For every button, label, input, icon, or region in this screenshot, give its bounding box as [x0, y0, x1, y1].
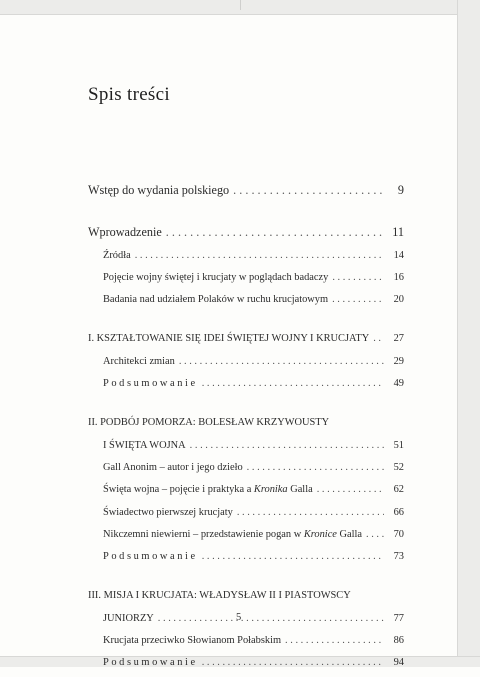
toc-entry-page: 14	[393, 249, 404, 261]
toc-entry-page: 66	[393, 506, 404, 518]
toc-entry-text: III. MISJA I KRUCJATA: WŁADYSŁAW II I PIASTOWSCY	[88, 590, 351, 602]
toc-entry-page: 49	[393, 378, 404, 390]
toc-entry-page: 52	[393, 461, 404, 473]
toc-entry-page: 27	[393, 333, 404, 345]
toc-entry-text: II. PODBÓJ POMORZA: BOLESŁAW KRZYWOUSTY	[88, 417, 330, 429]
leader-dots	[366, 526, 384, 543]
leader-dots	[158, 610, 384, 627]
leader-dots	[237, 504, 384, 521]
toc-entry-text: I ŚWIĘTA WOJNA	[103, 439, 186, 451]
toc-entry-text: Gall Anonim – autor i jego dzieło	[103, 461, 243, 473]
toc-entry	[88, 269, 404, 291]
toc-entry-text: Wstęp do wydania polskiego	[88, 183, 230, 197]
toc-entry	[88, 481, 404, 503]
toc-entry	[88, 291, 404, 313]
toc-entry-page: 51	[393, 439, 404, 451]
leader-dots	[285, 632, 384, 649]
toc-entry	[88, 504, 404, 526]
toc-entry	[88, 632, 404, 654]
toc-entry	[88, 526, 404, 548]
toc-entry	[88, 459, 404, 481]
toc-entry	[88, 375, 404, 397]
toc-entry-text: I. KSZTAŁTOWANIE SIĘ IDEI ŚWIĘTEJ WOJNY I KRUCJATY	[88, 333, 370, 345]
page-edge-nick	[240, 0, 241, 10]
toc-entry-page: 73	[393, 551, 404, 563]
toc-entry-page: 9	[397, 183, 404, 197]
toc-entry-text: Święta wojna – pojęcie i praktyka a Kronika Galla	[103, 484, 313, 496]
toc-entry	[88, 610, 404, 632]
toc-entry	[88, 548, 404, 570]
toc-entry-page: 16	[393, 271, 404, 283]
leader-dots	[135, 247, 384, 264]
toc-entry-text: Pojęcie wojny świętej i krucjaty w poglądach badaczy	[103, 271, 329, 283]
leader-dots	[190, 437, 384, 454]
leader-dots	[332, 291, 384, 308]
leader-dots	[179, 353, 384, 370]
toc-entry-text: Wprowadzenie	[88, 225, 162, 240]
table-of-contents	[88, 182, 404, 677]
leader-dots	[233, 182, 384, 199]
leader-dots	[166, 224, 384, 241]
toc-entry	[88, 353, 404, 375]
page-number: 5	[236, 612, 242, 623]
toc-entry-text: Krucjata przeciwko Słowianom Połabskim	[103, 635, 282, 647]
leader-dots	[332, 269, 384, 286]
page-edge-right	[457, 0, 480, 667]
toc-entry-page: 86	[393, 635, 404, 647]
leader-dots	[202, 375, 384, 392]
toc-entry-page: 77	[393, 612, 404, 624]
leader-dots	[373, 330, 384, 347]
toc-entry-text: Źródła	[103, 249, 131, 261]
leader-dots	[247, 459, 384, 476]
toc-entry-page: 20	[393, 294, 404, 306]
toc-entry-text: JUNIORZY	[103, 612, 154, 624]
toc-entry-page: 70	[393, 528, 404, 540]
toc-entry-text: Świadectwo pierwszej krucjaty	[103, 506, 233, 518]
toc-entry	[88, 182, 404, 204]
leader-dots	[317, 481, 384, 498]
toc-entry-text: Architekci zmian	[103, 355, 175, 367]
toc-entry-page: 62	[393, 484, 404, 496]
toc-entry	[88, 247, 404, 269]
work-title: Kronika	[253, 484, 288, 496]
toc-entry-text: Podsumowanie	[103, 657, 198, 669]
toc-entry	[88, 654, 404, 676]
page-edge-top	[0, 0, 480, 15]
leader-dots	[202, 654, 384, 671]
toc-entry-text: Podsumowanie	[103, 551, 198, 563]
work-title: Kronice	[303, 528, 337, 540]
toc-entry-text: Nikczemni niewierni – przedstawienie pogan w Kronice Galla	[103, 528, 363, 540]
toc-entry-text: Podsumowanie	[103, 378, 198, 390]
toc-entry	[88, 437, 404, 459]
toc-entry-text: Badania nad udziałem Polaków w ruchu krucjatowym	[103, 294, 329, 306]
toc-entry	[88, 224, 404, 246]
page-title: Spis treści	[88, 84, 170, 105]
toc-entry-page: 11	[392, 225, 404, 240]
leader-dots	[202, 548, 384, 565]
toc-entry-page: 94	[393, 657, 404, 669]
toc-chapter	[88, 587, 404, 609]
toc-chapter	[88, 330, 404, 352]
toc-entry-page: 29	[393, 355, 404, 367]
toc-chapter	[88, 414, 404, 436]
